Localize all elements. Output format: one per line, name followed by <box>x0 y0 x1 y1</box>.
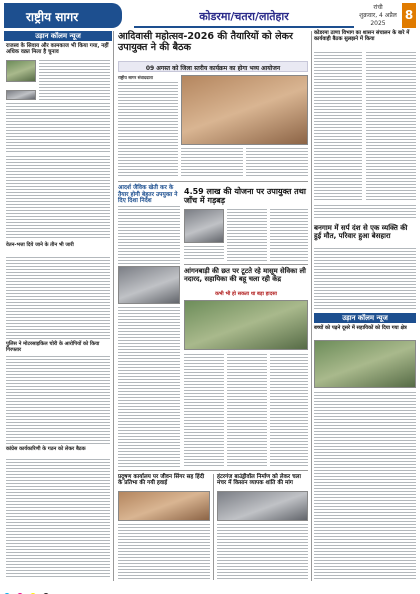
right-section-label: उड़ान कॉलम न्यूज <box>314 313 416 323</box>
right-text-5 <box>314 392 416 579</box>
left-text-5 <box>6 356 110 444</box>
story5-photo <box>118 491 210 521</box>
page-number: 8 <box>402 3 416 28</box>
left-text-1 <box>39 60 110 100</box>
print-register-dots <box>4 584 416 592</box>
column-rule-left <box>113 31 114 581</box>
city-label: रांची <box>373 4 383 11</box>
lead-headline: आदिवासी महोत्सव-2026 की तैयारियों को लेकर उपायुक्त ने की बैठक <box>118 31 293 54</box>
story3-text-1 <box>227 209 267 261</box>
left-headline-2: वेतन-भत्ता दिये जाने के तीन भी जारी <box>6 242 74 248</box>
right-text-2 <box>366 52 416 202</box>
story3-text-2 <box>270 209 308 261</box>
right-headline-low: बच्चों को पढ़ने दूसरे में सहायिकों को दिया गया क्षेत्र <box>314 325 407 331</box>
lead-text-3 <box>246 148 308 178</box>
right-headline-top: कोडरमा ठाणा विभाग का शासन संचालन के बारे में कार्यवाही बैठक सुलझने में किया <box>314 30 410 42</box>
story4-headline: आंगनबाड़ी की छत पर टूटते रहे मासूम सेविका ली नदारद, सहायिका की बहू चला रही केंद्र <box>184 267 306 283</box>
story6-headline: हंटरगंज बाउंड्रीवॉल निर्माण को लेकर चला मंचर में किसान व्यापक शांति की मांग <box>217 474 301 487</box>
masthead <box>4 3 416 28</box>
story6-photo <box>217 491 308 521</box>
story5-text <box>118 524 210 579</box>
lead-banner: 09 अगस्त को जिला स्तरीय कार्यक्रम का होगा भव्य आयोजन <box>118 61 308 72</box>
lead-byline: राष्ट्रीय सागर संवाददाता <box>118 75 153 80</box>
story2-text-1 <box>118 206 180 264</box>
left-text-4 <box>6 257 110 339</box>
date-block <box>354 4 402 28</box>
story4-text-2 <box>227 354 267 466</box>
left-photo-strip <box>6 90 36 100</box>
bottom-divider <box>118 470 308 471</box>
brand-title: राष्ट्रीय सागर <box>4 3 122 28</box>
left-text-3 <box>6 156 110 240</box>
right-text-3 <box>314 205 416 220</box>
lead-text-2 <box>181 148 243 178</box>
date-label: शुक्रवार, 4 अप्रैल 2025 <box>359 12 397 27</box>
story2-headline: आदर्श जैविक खेती कर के तैयार होगी बेहतर उपयुक्त ने दिए दिशा निर्देश <box>118 185 178 205</box>
story3-divider <box>184 264 308 265</box>
story3-text-3 <box>184 246 224 261</box>
left-section-label: उड़ान कॉलम न्यूज <box>4 31 112 41</box>
region-title: कोडरमा/चतरा/लातेहार <box>134 3 354 28</box>
right-text-1 <box>314 52 362 202</box>
right-text-4 <box>314 248 416 310</box>
lead-divider <box>118 181 308 182</box>
story3-photo <box>184 209 224 243</box>
story4-photo <box>184 300 308 350</box>
lead-photo <box>181 75 308 145</box>
story5-headline: प्रदूषण कार्यालय पर जीवन सिंगर सह हिंदी के प्रतिभा की गयी हवाई <box>118 474 205 487</box>
lead-text-1 <box>118 82 178 178</box>
story2-text-2 <box>118 307 180 467</box>
left-text-2 <box>6 103 110 153</box>
left-headline-1: राजस्व के सिवाय और कामकाज भी किया गया, नहीं अधिक वक़्त मिला है चुनाव <box>6 43 109 56</box>
story2-photo <box>118 266 180 304</box>
right-photo <box>314 340 416 388</box>
story4-text-1 <box>184 354 224 466</box>
left-text-6 <box>6 459 110 579</box>
right-headline-mid: बनगाम में सर्प दंश से एक व्यक्ति की हुई मौत, परिवार हुआ बेसहारा <box>314 224 408 241</box>
column-rule-bottom <box>213 474 214 580</box>
story4-subhead: कभी भी हो सकता था बड़ा हादसा <box>215 291 277 297</box>
left-headline-3: पुलिस ने मोटरसाइकिल चोरी के आरोपियों को किया गिरफ्तार <box>6 341 100 353</box>
left-photo-1 <box>6 60 36 82</box>
column-rule-right <box>311 31 312 581</box>
left-headline-4: कांग्रेस कार्यकारिणी के गठन को लेकर बैठक <box>6 446 86 452</box>
story4-text-3 <box>270 354 308 466</box>
story6-text <box>217 524 308 579</box>
story3-headline: 4.59 लाख की योजना पर उपायुक्त तथा जाँच में गड़बड़ <box>184 187 306 206</box>
